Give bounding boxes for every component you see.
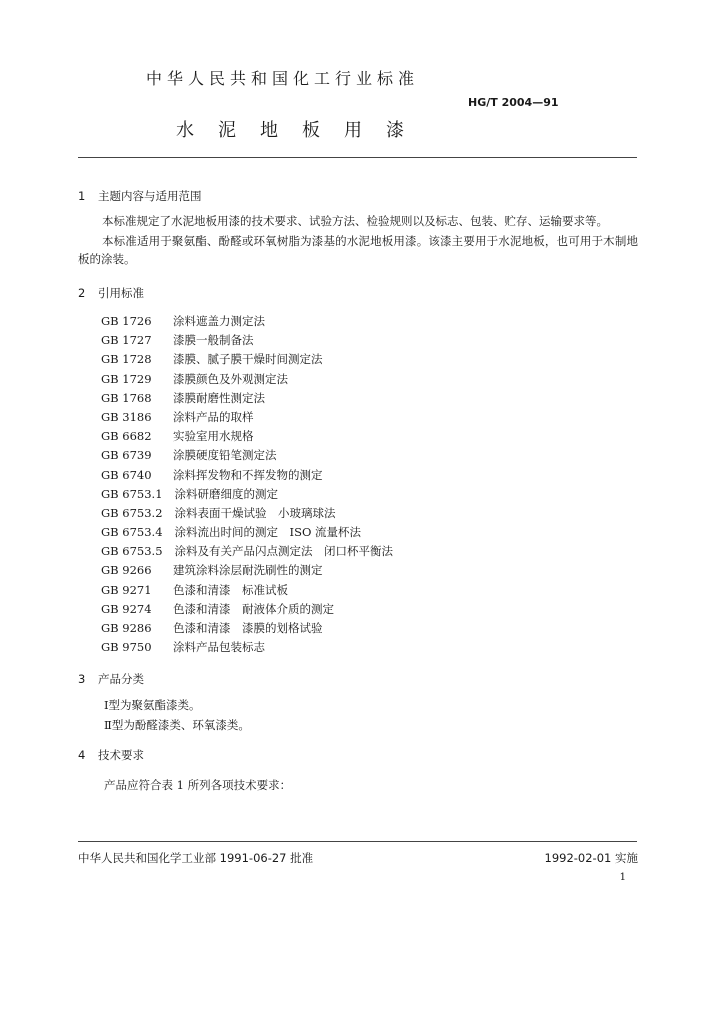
section-1-paragraph: 本标准适用于聚氨酯、酚醛或环氧树脂为漆基的水泥地板用漆。该漆主要用于水泥地板，也可用于木制地板的涂装。 <box>78 234 638 266</box>
reference-code: GB 1728 <box>101 352 152 367</box>
reference-item <box>101 561 393 580</box>
reference-code: GB 1726 <box>101 314 152 328</box>
section-1-heading <box>78 188 202 204</box>
reference-item <box>101 370 393 389</box>
reference-name: 漆膜耐磨性测定法 <box>173 390 265 405</box>
reference-code: GB 9286 <box>101 621 152 635</box>
section-number: 4 <box>78 748 86 762</box>
reference-item <box>101 389 393 408</box>
reference-item <box>101 581 393 600</box>
reference-item <box>101 619 393 638</box>
reference-name: 涂料产品包装标志 <box>173 640 265 655</box>
reference-code: GB 6682 <box>101 429 152 444</box>
reference-code: GB 6753.1 <box>101 486 163 501</box>
header-divider <box>78 157 637 158</box>
section-4-heading <box>78 747 144 763</box>
reference-code: GB 6740 <box>101 467 152 482</box>
section-2-heading <box>78 285 144 301</box>
reference-code: GB 6753.5 <box>101 544 163 559</box>
reference-code: GB 9750 <box>101 640 152 655</box>
standard-category-title: 中华人民共和国化工行业标准 <box>146 69 420 88</box>
reference-name: 漆膜、腻子膜干燥时间测定法 <box>173 352 323 367</box>
reference-name: 涂料产品的取样 <box>173 409 254 424</box>
reference-item <box>101 504 393 523</box>
page-number: 1 <box>619 872 626 883</box>
effective-date: 1992-02-01 实施 <box>544 851 638 865</box>
section-title: 产品分类 <box>98 672 144 686</box>
approval-statement: 中华人民共和国化学工业部 1991-06-27 批准 <box>78 851 314 865</box>
reference-item <box>101 427 393 446</box>
reference-item <box>101 485 393 504</box>
reference-code: GB 6739 <box>101 448 152 463</box>
reference-name: 涂料遮盖力测定法 <box>173 314 265 328</box>
referenced-standards-list <box>101 312 393 657</box>
section-1-paragraph: 本标准规定了水泥地板用漆的技术要求、试验方法、检验规则以及标志、包装、贮存、运输要求等。 <box>102 214 608 228</box>
reference-name: 漆膜颜色及外观测定法 <box>173 371 288 386</box>
reference-code: GB 6753.2 <box>101 505 163 520</box>
section-title: 技术要求 <box>98 748 144 762</box>
reference-name: 涂料表面干燥试验 小玻璃球法 <box>174 505 336 520</box>
reference-item <box>101 638 393 657</box>
footer-divider <box>78 841 637 842</box>
reference-code: GB 1768 <box>101 390 152 405</box>
reference-item <box>101 331 393 350</box>
reference-item <box>101 466 393 485</box>
section-3-heading <box>78 671 144 687</box>
product-class-item: Ⅱ型为酚醛漆类、环氧漆类。 <box>104 718 250 732</box>
reference-name: 涂料挥发物和不挥发物的测定 <box>173 467 323 482</box>
reference-code: GB 9266 <box>101 563 152 578</box>
reference-code: GB 9271 <box>101 582 152 597</box>
reference-name: 涂料研磨细度的测定 <box>174 486 279 501</box>
reference-name: 涂料及有关产品闪点测定法 闭口杯平衡法 <box>174 544 394 559</box>
reference-name: 涂膜硬度铅笔测定法 <box>173 448 277 463</box>
reference-item <box>101 312 393 331</box>
reference-item <box>101 350 393 369</box>
reference-item <box>101 542 393 561</box>
reference-name: 建筑涂料涂层耐洗刷性的测定 <box>173 563 323 578</box>
section-title: 引用标准 <box>98 286 144 300</box>
reference-name: 色漆和清漆 漆膜的划格试验 <box>173 621 323 635</box>
section-number: 3 <box>78 672 86 686</box>
reference-item <box>101 600 393 619</box>
section-title: 主题内容与适用范围 <box>98 189 202 203</box>
section-number: 1 <box>78 189 86 203</box>
product-class-item: Ⅰ型为聚氨酯漆类。 <box>104 698 201 712</box>
standard-code: HG/T 2004—91 <box>468 96 559 109</box>
reference-name: 实验室用水规格 <box>173 429 254 444</box>
document-title: 水泥地板用漆 <box>176 120 428 141</box>
reference-name: 漆膜一般制备法 <box>173 333 254 348</box>
reference-code: GB 9274 <box>101 601 152 616</box>
reference-code: GB 3186 <box>101 409 152 424</box>
section-number: 2 <box>78 286 86 300</box>
reference-item <box>101 523 393 542</box>
technical-requirements-text: 产品应符合表 1 所列各项技术要求： <box>104 778 292 792</box>
reference-code: GB 1727 <box>101 333 152 348</box>
reference-name: 色漆和清漆 耐液体介质的测定 <box>173 601 334 616</box>
reference-item <box>101 446 393 465</box>
reference-name: 涂料流出时间的测定 ISO 流量杯法 <box>174 525 362 540</box>
reference-item <box>101 408 393 427</box>
reference-code: GB 6753.4 <box>101 525 163 540</box>
reference-code: GB 1729 <box>101 371 152 386</box>
reference-name: 色漆和清漆 标准试板 <box>173 582 288 597</box>
